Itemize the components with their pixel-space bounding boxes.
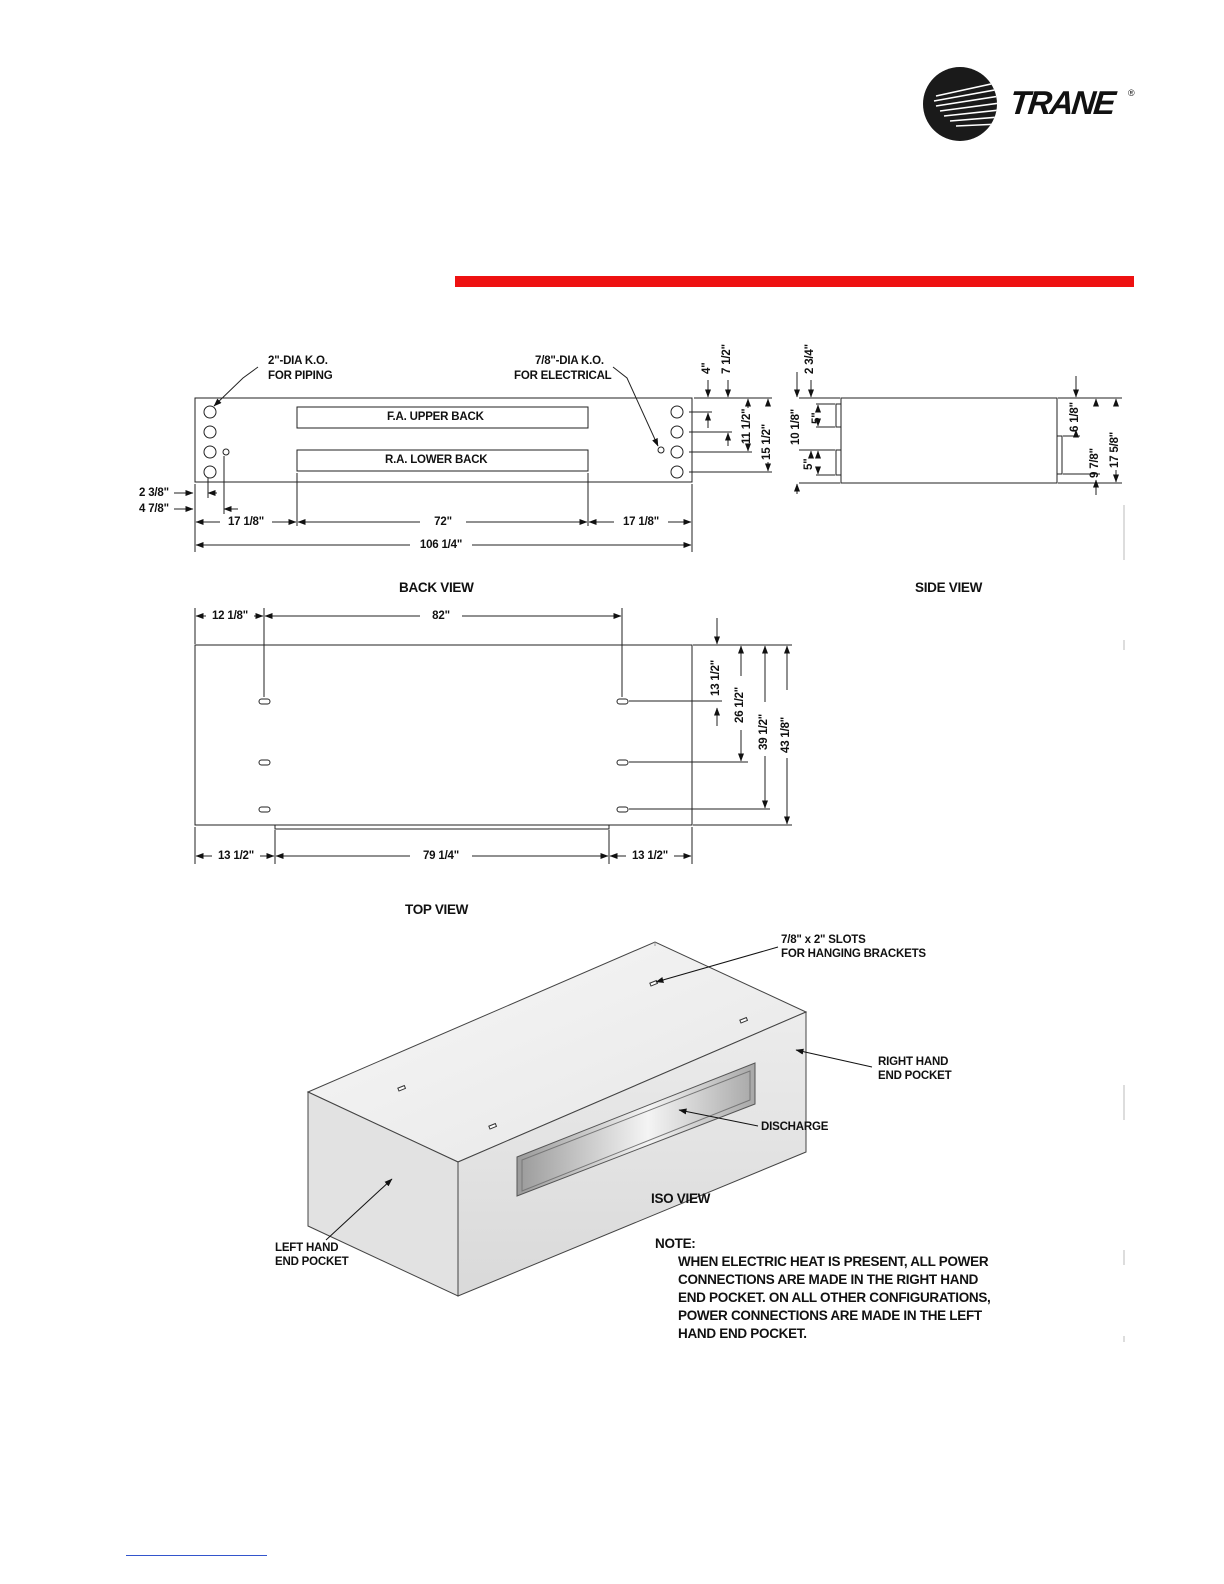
dim-39-1-2: 39 1/2" <box>758 713 770 750</box>
side-view-outline <box>797 372 1122 495</box>
side-view-title: SIDE VIEW <box>915 580 983 595</box>
dim-2-3-4: 2 3/4" <box>804 344 816 374</box>
brand-registered-mark: ® <box>1128 88 1135 98</box>
dim-5-upper: 5" <box>811 412 823 424</box>
note-heading: NOTE: <box>655 1236 696 1251</box>
dim-15-1-2: 15 1/2" <box>761 423 773 460</box>
iso-view-title: ISO VIEW <box>651 1191 711 1206</box>
slots-callout-line2: FOR HANGING BRACKETS <box>781 948 926 960</box>
dim-12-1-8: 12 1/8" <box>211 610 249 622</box>
dim-72: 72" <box>434 516 452 528</box>
dim-13-1-2-left: 13 1/2" <box>217 850 255 862</box>
electrical-callout-line2: FOR ELECTRICAL <box>514 370 612 382</box>
right-pocket-callout-line2: END POCKET <box>878 1070 952 1082</box>
dim-13-1-2-right: 13 1/2" <box>631 850 669 862</box>
dim-17-1-8-left: 17 1/8" <box>227 516 265 528</box>
dim-17-1-8-right: 17 1/8" <box>622 516 660 528</box>
piping-callout-line1: 2"-DIA K.O. <box>268 355 328 367</box>
piping-callout-line2: FOR PIPING <box>268 370 333 382</box>
brand-name: TRANE <box>1008 84 1116 121</box>
discharge-callout: DISCHARGE <box>761 1121 829 1133</box>
note-line-4: POWER CONNECTIONS ARE MADE IN THE LEFT <box>678 1308 982 1323</box>
left-pocket-callout-line2: END POCKET <box>275 1256 349 1268</box>
note-line-2: CONNECTIONS ARE MADE IN THE RIGHT HAND <box>678 1272 979 1287</box>
dim-2-3-8: 2 3/8" <box>139 487 169 499</box>
footer-link-underline[interactable] <box>126 1555 267 1556</box>
dim-13-1-2-vertical: 13 1/2" <box>710 659 722 696</box>
note-line-5: HAND END POCKET. <box>678 1326 807 1341</box>
dim-4-7-8: 4 7/8" <box>139 503 169 515</box>
upper-back-panel-label: F.A. UPPER BACK <box>387 411 484 423</box>
back-view-title: BACK VIEW <box>399 580 474 595</box>
dim-5-lower: 5" <box>803 458 815 470</box>
dim-43-1-8: 43 1/8" <box>780 716 792 753</box>
lower-back-panel-label: R.A. LOWER BACK <box>385 454 488 466</box>
dim-26-1-2: 26 1/2" <box>734 686 746 723</box>
dim-6-1-8: 6 1/8" <box>1069 402 1081 432</box>
left-pocket-callout-line1: LEFT HAND <box>275 1242 339 1254</box>
dim-82: 82" <box>432 610 450 622</box>
electrical-callout-line1: 7/8"-DIA K.O. <box>535 355 604 367</box>
dim-9-7-8: 9 7/8" <box>1089 448 1101 478</box>
slots-callout-line1: 7/8" x 2" SLOTS <box>781 934 866 946</box>
note-line-1: WHEN ELECTRIC HEAT IS PRESENT, ALL POWER <box>678 1254 989 1269</box>
right-pocket-callout-line1: RIGHT HAND <box>878 1056 949 1068</box>
dim-106-1-4: 106 1/4" <box>419 539 463 551</box>
dim-11-1-2: 11 1/2" <box>741 408 753 444</box>
dim-4: 4" <box>701 362 713 374</box>
dim-10-1-8: 10 1/8" <box>790 408 802 445</box>
dim-17-5-8: 17 5/8" <box>1109 431 1121 468</box>
note-line-3: END POCKET. ON ALL OTHER CONFIGURATIONS, <box>678 1290 991 1305</box>
iso-view-outline <box>308 942 872 1296</box>
top-view-title: TOP VIEW <box>405 902 469 917</box>
dim-79-1-4: 79 1/4" <box>422 850 460 862</box>
top-view-outline <box>195 608 792 864</box>
dim-7-1-2: 7 1/2" <box>721 344 733 374</box>
